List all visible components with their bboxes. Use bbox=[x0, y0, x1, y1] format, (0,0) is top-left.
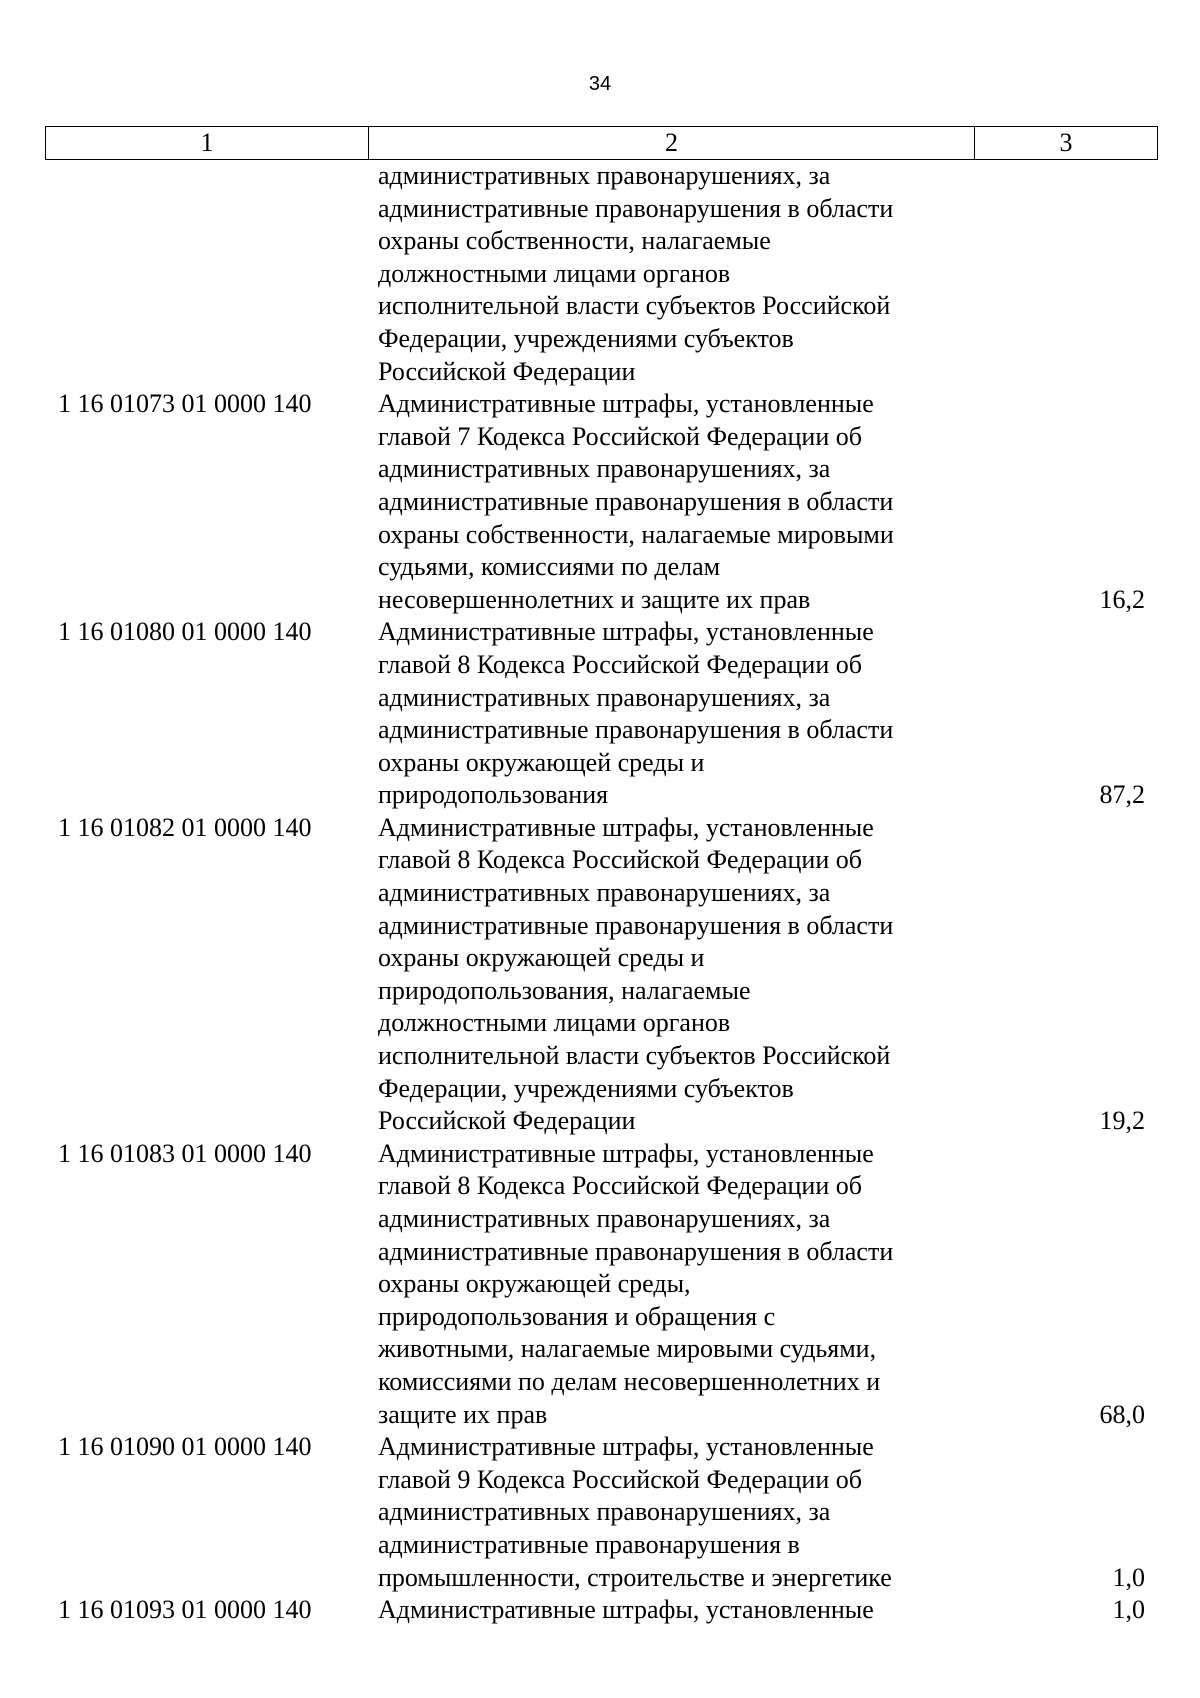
budget-table bbox=[45, 160, 1157, 1627]
description-line: административные правонарушения в области bbox=[378, 910, 894, 940]
description-line: исполнительной власти субъектов Российской bbox=[378, 1041, 891, 1071]
budget-code: 1 16 01083 01 0000 140 bbox=[58, 1138, 312, 1168]
description-line: природопользования, налагаемые bbox=[378, 975, 751, 1005]
description-line: промышленности, строительстве и энергетике bbox=[378, 1562, 892, 1592]
description-line: административные правонарушения в области bbox=[378, 193, 894, 223]
description-line: административных правонарушениях, за bbox=[378, 1204, 831, 1233]
description-line: комиссиями по делам несовершеннолетних и bbox=[378, 1366, 881, 1396]
description-line: природопользования bbox=[378, 780, 609, 810]
description-line: главой 9 Кодекса Российской Федерации об bbox=[378, 1464, 862, 1494]
page-number: 34 bbox=[588, 73, 612, 95]
description-line: Российской Федерации bbox=[378, 1106, 636, 1136]
description-line: охраны окружающей среды и bbox=[378, 747, 705, 777]
column-header-2: 2 bbox=[369, 127, 975, 160]
description-line: охраны собственности, налагаемые мировыми bbox=[378, 519, 894, 549]
description-line: административные правонарушения в области bbox=[378, 1236, 894, 1266]
table-row bbox=[45, 812, 1157, 1138]
description-line: судьями, комиссиями по делам bbox=[378, 552, 721, 582]
description-line: Административные штрафы, установленные bbox=[378, 617, 874, 647]
description-line: Административные штрафы, установленные bbox=[378, 1138, 874, 1168]
description-line: несовершеннолетних и защите их прав bbox=[378, 584, 811, 614]
income-description bbox=[368, 160, 974, 388]
table-row bbox=[45, 1594, 1157, 1627]
amount-value: 19,2 bbox=[1099, 1106, 1145, 1136]
budget-code bbox=[45, 160, 368, 388]
table-row bbox=[45, 616, 1157, 812]
budget-code: 1 16 01080 01 0000 140 bbox=[58, 617, 312, 647]
amount-value: 87,2 bbox=[1099, 780, 1145, 810]
income-description bbox=[368, 1431, 974, 1594]
description-line: должностными лицами органов bbox=[378, 258, 731, 288]
description-line: главой 8 Кодекса Российской Федерации об bbox=[378, 845, 862, 875]
table-row bbox=[45, 160, 1157, 388]
table-row bbox=[45, 388, 1157, 616]
description-line: защите их прав bbox=[378, 1399, 548, 1429]
amount-value bbox=[974, 160, 1157, 388]
income-description bbox=[368, 616, 974, 812]
description-line: административных правонарушениях, за bbox=[378, 878, 831, 908]
description-line: природопользования и обращения с bbox=[378, 1301, 776, 1331]
income-description bbox=[368, 388, 974, 616]
description-line: главой 7 Кодекса Российской Федерации об bbox=[378, 421, 862, 451]
description-line: животными, налагаемые мировыми судьями, bbox=[378, 1334, 877, 1364]
description-line: административные правонарушения в области bbox=[378, 715, 894, 745]
description-line: охраны окружающей среды, bbox=[378, 1269, 691, 1299]
income-description bbox=[368, 1594, 974, 1627]
description-line: административных правонарушениях, за bbox=[378, 161, 831, 190]
description-line: Административные штрафы, установленные bbox=[378, 1595, 874, 1625]
budget-code: 1 16 01073 01 0000 140 bbox=[58, 389, 312, 419]
budget-code: 1 16 01093 01 0000 140 bbox=[58, 1595, 312, 1625]
description-line: административных правонарушениях, за bbox=[378, 454, 831, 484]
column-header-1: 1 bbox=[46, 127, 369, 160]
description-line: административные правонарушения в области bbox=[378, 486, 894, 516]
description-line: Административные штрафы, установленные bbox=[378, 389, 874, 419]
table-row bbox=[45, 1138, 1157, 1431]
description-line: административные правонарушения в bbox=[378, 1529, 800, 1559]
description-line: охраны собственности, налагаемые bbox=[378, 226, 771, 256]
income-description bbox=[368, 812, 974, 1138]
description-line: административных правонарушениях, за bbox=[378, 1497, 831, 1527]
amount-value: 1,0 bbox=[1112, 1562, 1145, 1592]
amount-value: 16,2 bbox=[1099, 584, 1145, 614]
description-line: Административные штрафы, установленные bbox=[378, 1432, 874, 1462]
budget-code: 1 16 01082 01 0000 140 bbox=[58, 812, 312, 842]
amount-value: 1,0 bbox=[1112, 1595, 1145, 1625]
description-line: Федерации, учреждениями субъектов bbox=[378, 1073, 794, 1103]
budget-table-body bbox=[45, 160, 1157, 1627]
description-line: должностными лицами органов bbox=[378, 1008, 731, 1038]
table-row bbox=[45, 1431, 1157, 1594]
description-line: главой 8 Кодекса Российской Федерации об bbox=[378, 1171, 862, 1201]
description-line: Российской Федерации bbox=[378, 356, 636, 386]
column-header-row bbox=[45, 126, 1158, 160]
budget-code: 1 16 01090 01 0000 140 bbox=[58, 1432, 312, 1462]
column-header-3: 3 bbox=[975, 127, 1158, 160]
description-line: охраны окружающей среды и bbox=[378, 943, 705, 973]
description-line: исполнительной власти субъектов Российской bbox=[378, 291, 891, 321]
description-line: главой 8 Кодекса Российской Федерации об bbox=[378, 649, 862, 679]
income-description bbox=[368, 1138, 974, 1431]
description-line: административных правонарушениях, за bbox=[378, 682, 831, 712]
amount-value: 68,0 bbox=[1099, 1399, 1145, 1429]
description-line: Федерации, учреждениями субъектов bbox=[378, 323, 794, 353]
description-line: Административные штрафы, установленные bbox=[378, 812, 874, 842]
